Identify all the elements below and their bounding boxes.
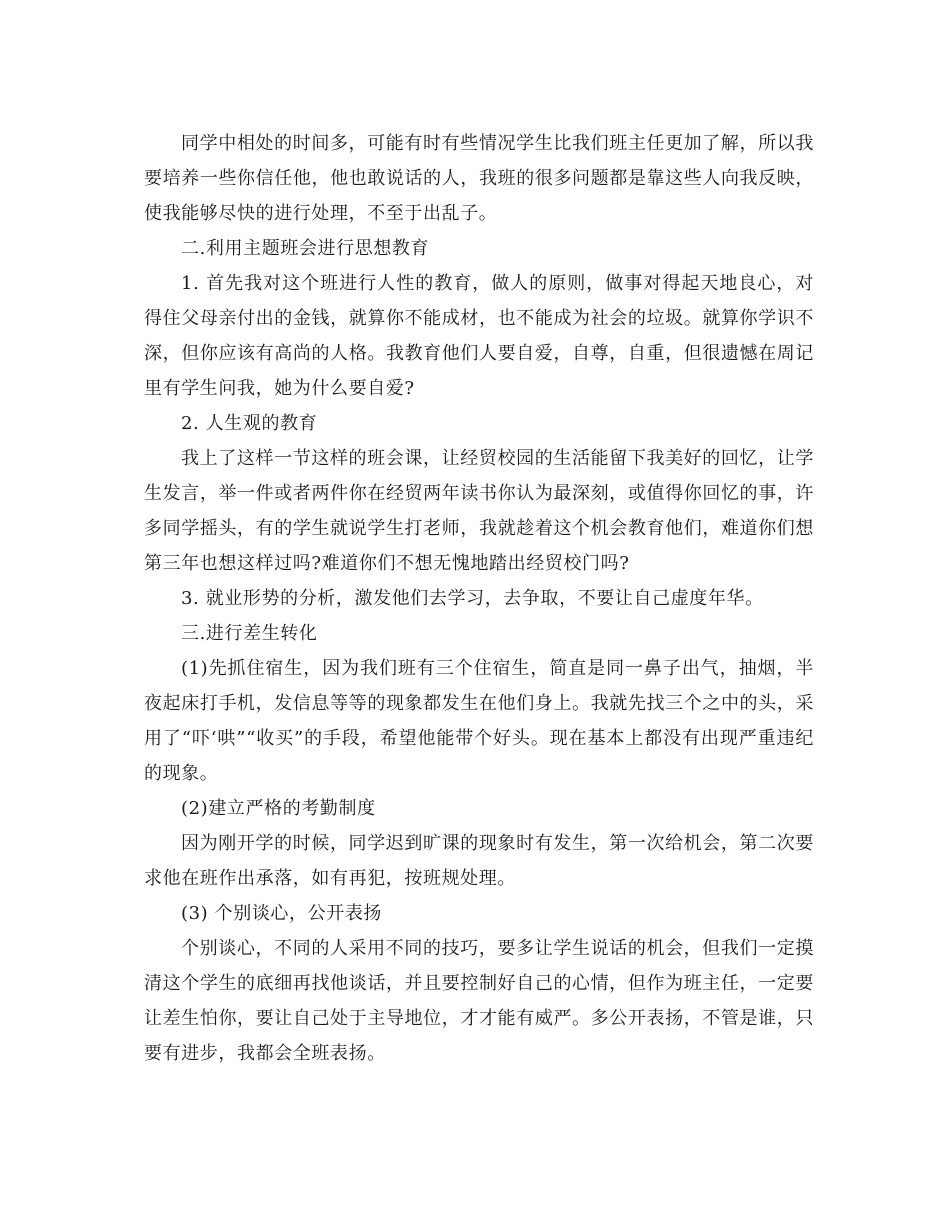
subsection-heading: (3) 个别谈心，公开表扬 (181, 903, 383, 924)
paragraph: 因为刚开学的时候，同学迟到旷课的现象时有发生，第一次给机会，第二次要求他在班作出承落，如有再犯，按班规处理。 (144, 833, 814, 889)
subsection-heading: 2. 人生观的教育 (181, 413, 318, 434)
paragraph: 3. 就业形势的分析，激发他们去学习，去争取，不要让自己虚度年华。 (181, 588, 764, 609)
section-heading: 二.利用主题班会进行思想教育 (181, 238, 430, 259)
paragraph: (1)先抓住宿生，因为我们班有三个住宿生，简直是同一鼻子出气，抽烟，半夜起床打手机，发信息等等的现象都发生在他们身上。我就先找三个之中的头，采用了“吓‘哄”“收买”的手段，希望他能带个好头。现在基本上都没有出现严重违纪的现象。 (144, 658, 814, 784)
section-heading: 三.进行差生转化 (181, 623, 318, 644)
document-body (144, 126, 814, 1071)
paragraph: 个别谈心，不同的人采用不同的技巧，要多让学生说话的机会，但我们一定摸清这个学生的底细再找他谈话，并且要控制好自己的心情，但作为班主任，一定要让差生怕你，要让自己处于主导地位，才才能有威严。多公开表扬，不管是谁，只要有进步，我都会全班表扬。 (144, 938, 814, 1064)
subsection-heading: (2)建立严格的考勤制度 (181, 798, 376, 819)
paragraph: 1. 首先我对这个班进行人性的教育，做人的原则，做事对得起天地良心，对得住父母亲付出的金钱，就算你不能成材，也不能成为社会的垃圾。就算你学识不深，但你应该有高尚的人格。我教育他们人要自爱，自尊，自重，但很遗憾在周记里有学生问我，她为什么要自爱? (144, 273, 814, 399)
paragraph: 同学中相处的时间多，可能有时有些情况学生比我们班主任更加了解，所以我要培养一些你信任他，他也敢说话的人，我班的很多问题都是靠这些人向我反映，使我能够尽快的进行处理，不至于出乱子。 (144, 133, 814, 224)
paragraph: 我上了这样一节这样的班会课，让经贸校园的生活能留下我美好的回忆，让学生发言，举一件或者两件你在经贸两年读书你认为最深刻，或值得你回忆的事，许多同学摇头，有的学生就说学生打老师，我就趁着这个机会教育他们，难道你们想第三年也想这样过吗?难道你们不想无愧地踏出经贸校门吗? (144, 448, 814, 574)
